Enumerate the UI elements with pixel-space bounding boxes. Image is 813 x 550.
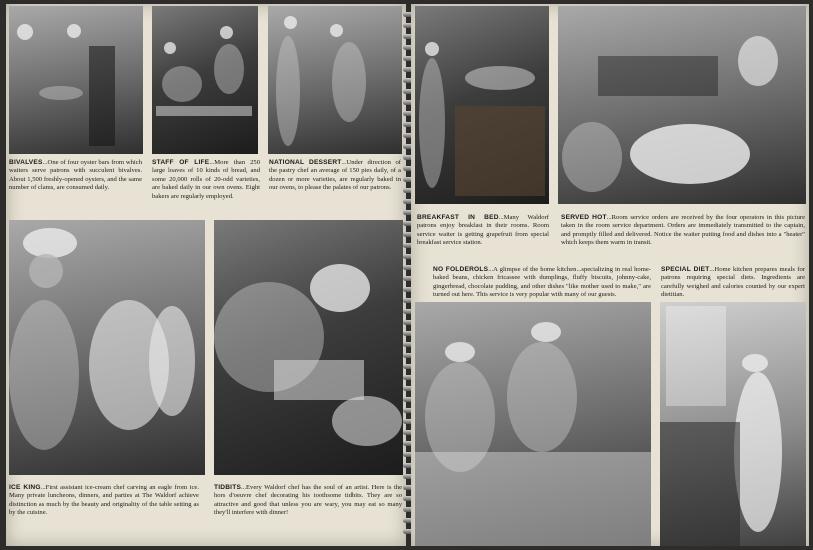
caption-tidbits <box>214 484 402 518</box>
caption-text: ...Home kitchen prepares meals for patrons requiring special diets. Ingredients are carefully weighed and calories counted by our expert dietitian. <box>661 266 805 299</box>
caption-title: BREAKFAST IN BED <box>417 214 499 221</box>
photo-ice-carving <box>9 220 205 475</box>
caption-national-dessert <box>269 159 401 193</box>
caption-title: NO FOLDEROLS <box>433 266 489 273</box>
caption-served-hot <box>561 214 805 248</box>
caption-text: ...One of four oyster bars from which waiters serve patrons with succulent bivalves. About 1,500 freshly-opened oysters, and the same number of clams, are consumed daily. <box>9 159 142 192</box>
caption-text: ...Room service orders are received by the four operators in this picture taken in the room service department. Orders are immediately transmitted to the captain, and promptly filled and delivered. Notice the waiter putting food and dishes into a "heater" which keeps them warm in transit. <box>561 214 805 247</box>
photo-hors-doeuvre-chef <box>214 220 403 475</box>
caption-text: ...Every Waldorf chef has the soul of an artist. Here is the hors d'oeuvre chef decorating his toothsome tidbits. They are so attractive and good that unless you are wary, you may eat so many they'll interfere with dinner! <box>214 484 402 517</box>
caption-breakfast-in-bed <box>417 214 549 248</box>
photo-oyster-bar <box>9 6 143 154</box>
caption-text: ...Under direction of the pastry chef an average of 150 pies daily, of a dozen or more varieties, are regularly baked in our ovens, to please the palates of our patrons. <box>269 159 401 192</box>
photo-home-kitchen <box>415 302 651 546</box>
caption-ice-king <box>9 484 199 518</box>
caption-text: ...First assistant ice-cream chef carving an eagle from ice. Many private luncheons, dinners, and parties at The Waldorf achieve distinction as much by the beauty and originality of the table setting as by the cuisine. <box>9 484 199 517</box>
photo-pastry-chefs <box>268 6 402 154</box>
caption-text: ...More than 250 large loaves of 10 kinds of bread, and some 20,000 rolls of 20-odd varieties, are baked daily in our own ovens. Eight bakers are regularly employed. <box>152 159 260 200</box>
caption-staff-of-life <box>152 159 260 201</box>
left-page <box>6 4 406 546</box>
right-page <box>411 4 809 546</box>
caption-title: TIDBITS <box>214 484 242 491</box>
photo-breakfast-station <box>415 6 549 204</box>
caption-text: ...A glimpse of the home kitchen...specializing in real home-baked beans, chicken fricassee with dumplings, fluffy biscuits, johnny-cake, gingerbread, chocolate pudding, and other dishes "like mother used to make," are turned out here. This service is very popular with many of our guests. <box>433 266 651 299</box>
caption-text: ...Many Waldorf patrons enjoy breakfast in their rooms. Room service waiter is getting grapefruit from special breakfast service station. <box>417 214 549 247</box>
caption-title: SPECIAL DIET <box>661 266 710 273</box>
photo-special-diet <box>660 302 806 546</box>
caption-title: NATIONAL DESSERT <box>269 159 342 166</box>
caption-title: BIVALVES <box>9 159 43 166</box>
photo-room-service <box>558 6 806 204</box>
caption-title: SERVED HOT <box>561 214 607 221</box>
caption-title: ICE KING <box>9 484 41 491</box>
caption-bivalves <box>9 159 142 193</box>
caption-title: STAFF OF LIFE <box>152 159 210 166</box>
photo-bread-bakers <box>152 6 258 154</box>
caption-no-folderols <box>433 266 651 300</box>
caption-special-diet <box>661 266 805 300</box>
